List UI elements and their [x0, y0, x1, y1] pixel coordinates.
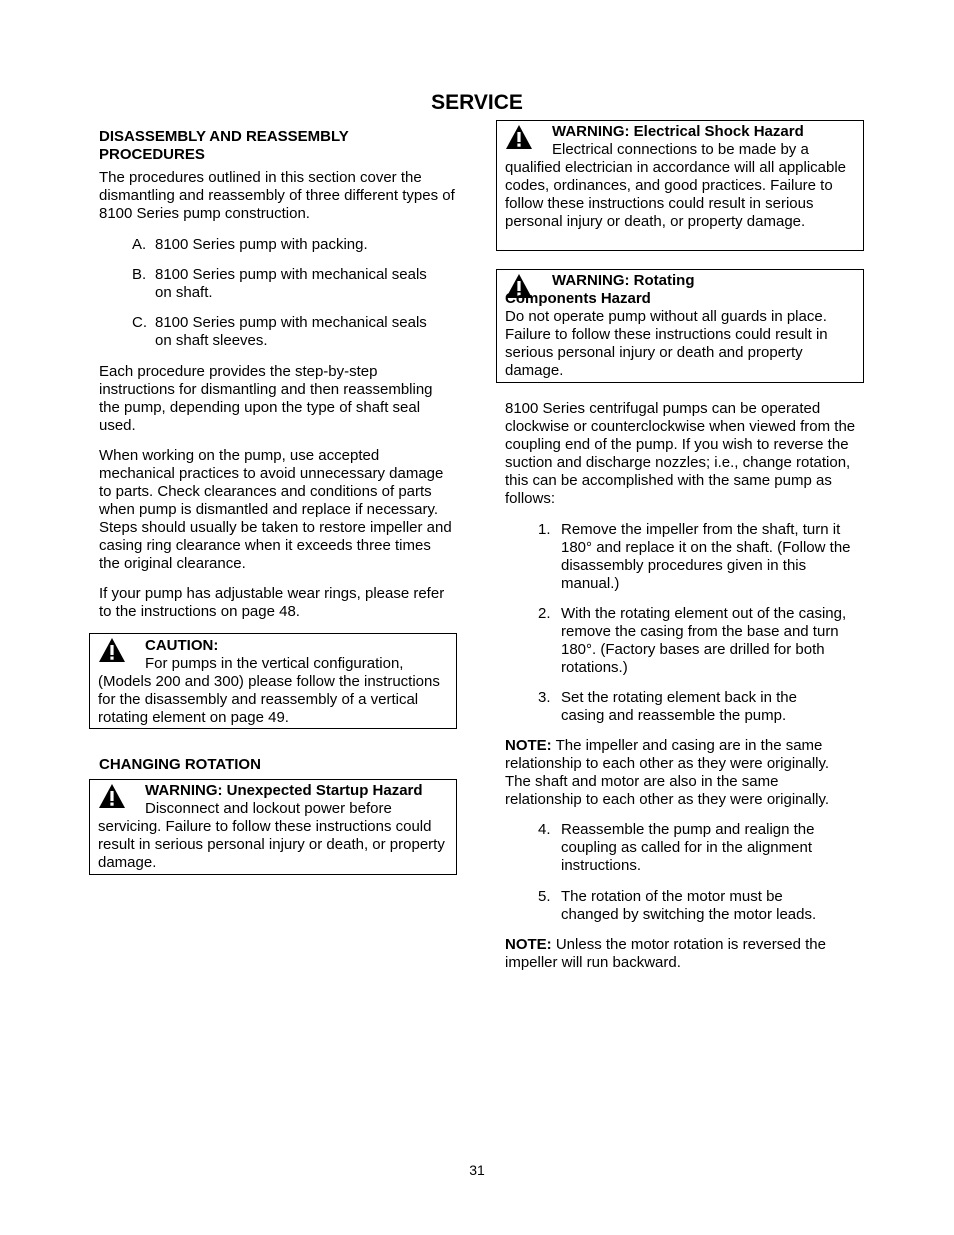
wear-rings-paragraph: If your pump has adjustable wear rings, please refer to the instructions on page 48.	[99, 585, 445, 620]
note-text: The impeller and casing are in the same relationship to each other as they were originally. The shaft and motor are also in the same relationship to each other as they were originally.	[505, 737, 830, 808]
list-item-label: 1.	[538, 521, 551, 538]
list-item-text: Remove the impeller from the shaft, turn it 180° and replace it on the shaft. (Follow the disassembly procedures given in this manual.)	[561, 521, 851, 592]
shock-warning-body: Electrical connections to be made by a qualified electrician in accordance will all applicable codes, ordinances, and good practices. Failure to follow these instructions could result in serious personal injury or death, or property damage.	[505, 141, 847, 230]
list-item-text: Set the rotating element back in the casing and reassemble the pump.	[561, 689, 797, 724]
list-item-label: B.	[132, 266, 147, 283]
changing-rotation-heading: CHANGING ROTATION	[99, 756, 261, 773]
caution-body: For pumps in the vertical configuration, (Models 200 and 300) please follow the instructions for the disassembly and reassembly of a vertical rotating element on page 49.	[98, 655, 440, 726]
startup-warning-box	[89, 779, 457, 875]
rotating-warning-body: Do not operate pump without all guards in place. Failure to follow these instructions could result in serious personal injury or death and property damage.	[505, 308, 828, 379]
note-rotation-paragraph	[505, 936, 855, 972]
list-item-text: With the rotating element out of the casing, remove the casing from the base and turn 180°. (Factory bases are drilled for both rotations.)	[561, 605, 847, 676]
list-item-label: C.	[132, 314, 147, 331]
step-by-step-paragraph: Each procedure provides the step-by-step instructions for dismantling and then reassembling the pump, depending upon the type of shaft seal used.	[99, 363, 433, 434]
list-item-text: 8100 Series pump with packing.	[155, 236, 368, 253]
intro-paragraph: The procedures outlined in this section cover the dismantling and reassembly of three different types of 8100 Series pump construction.	[99, 169, 455, 222]
caution-box	[89, 633, 457, 729]
startup-warning-title: WARNING: Unexpected Startup Hazard	[145, 782, 423, 799]
note-impeller-paragraph	[505, 737, 855, 809]
page-title: SERVICE	[431, 91, 523, 114]
note-text: Unless the motor rotation is reversed the impeller will run backward.	[505, 936, 826, 971]
list-item-text: Reassemble the pump and realign the coupling as called for in the alignment instructions.	[561, 821, 815, 874]
list-item-text: The rotation of the motor must be changed by switching the motor leads.	[561, 888, 817, 923]
note-label: NOTE:	[505, 737, 552, 754]
list-item-label: 5.	[538, 888, 551, 905]
list-item-label: 4.	[538, 821, 551, 838]
caution-title: CAUTION:	[145, 637, 219, 654]
rotating-warning-box	[496, 269, 864, 383]
rotating-warning-title: WARNING: Rotating Components Hazard	[505, 272, 695, 307]
page-number: 31	[469, 1162, 485, 1178]
startup-warning-body: Disconnect and lockout power before servicing. Failure to follow these instructions could result in serious personal injury or death, or property damage.	[98, 800, 445, 871]
shock-warning-box	[496, 120, 864, 251]
note-label: NOTE:	[505, 936, 552, 953]
list-item-label: 3.	[538, 689, 551, 706]
list-item-text: 8100 Series pump with mechanical seals on shaft sleeves.	[155, 314, 427, 349]
shock-warning-title: WARNING: Electrical Shock Hazard	[552, 123, 804, 140]
disassembly-heading: DISASSEMBLY AND REASSEMBLY PROCEDURES	[99, 128, 349, 163]
list-item-label: A.	[132, 236, 147, 253]
list-item-label: 2.	[538, 605, 551, 622]
list-item-text: 8100 Series pump with mechanical seals on shaft.	[155, 266, 427, 301]
working-paragraph: When working on the pump, use accepted mechanical practices to avoid unnecessary damage to parts. Check clearances and conditions of parts when pump is dismantled and replace if necessary. Steps should usually be taken to restore impeller and casing ring clearance when it exceeds three times the original clearance.	[99, 447, 452, 572]
centrifugal-paragraph: 8100 Series centrifugal pumps can be operated clockwise or counterclockwise when viewed from the coupling end of the pump. If you wish to reverse the suction and discharge nozzles; i.e., change rotation, this can be accomplished with the same pump as follows:	[505, 400, 856, 507]
